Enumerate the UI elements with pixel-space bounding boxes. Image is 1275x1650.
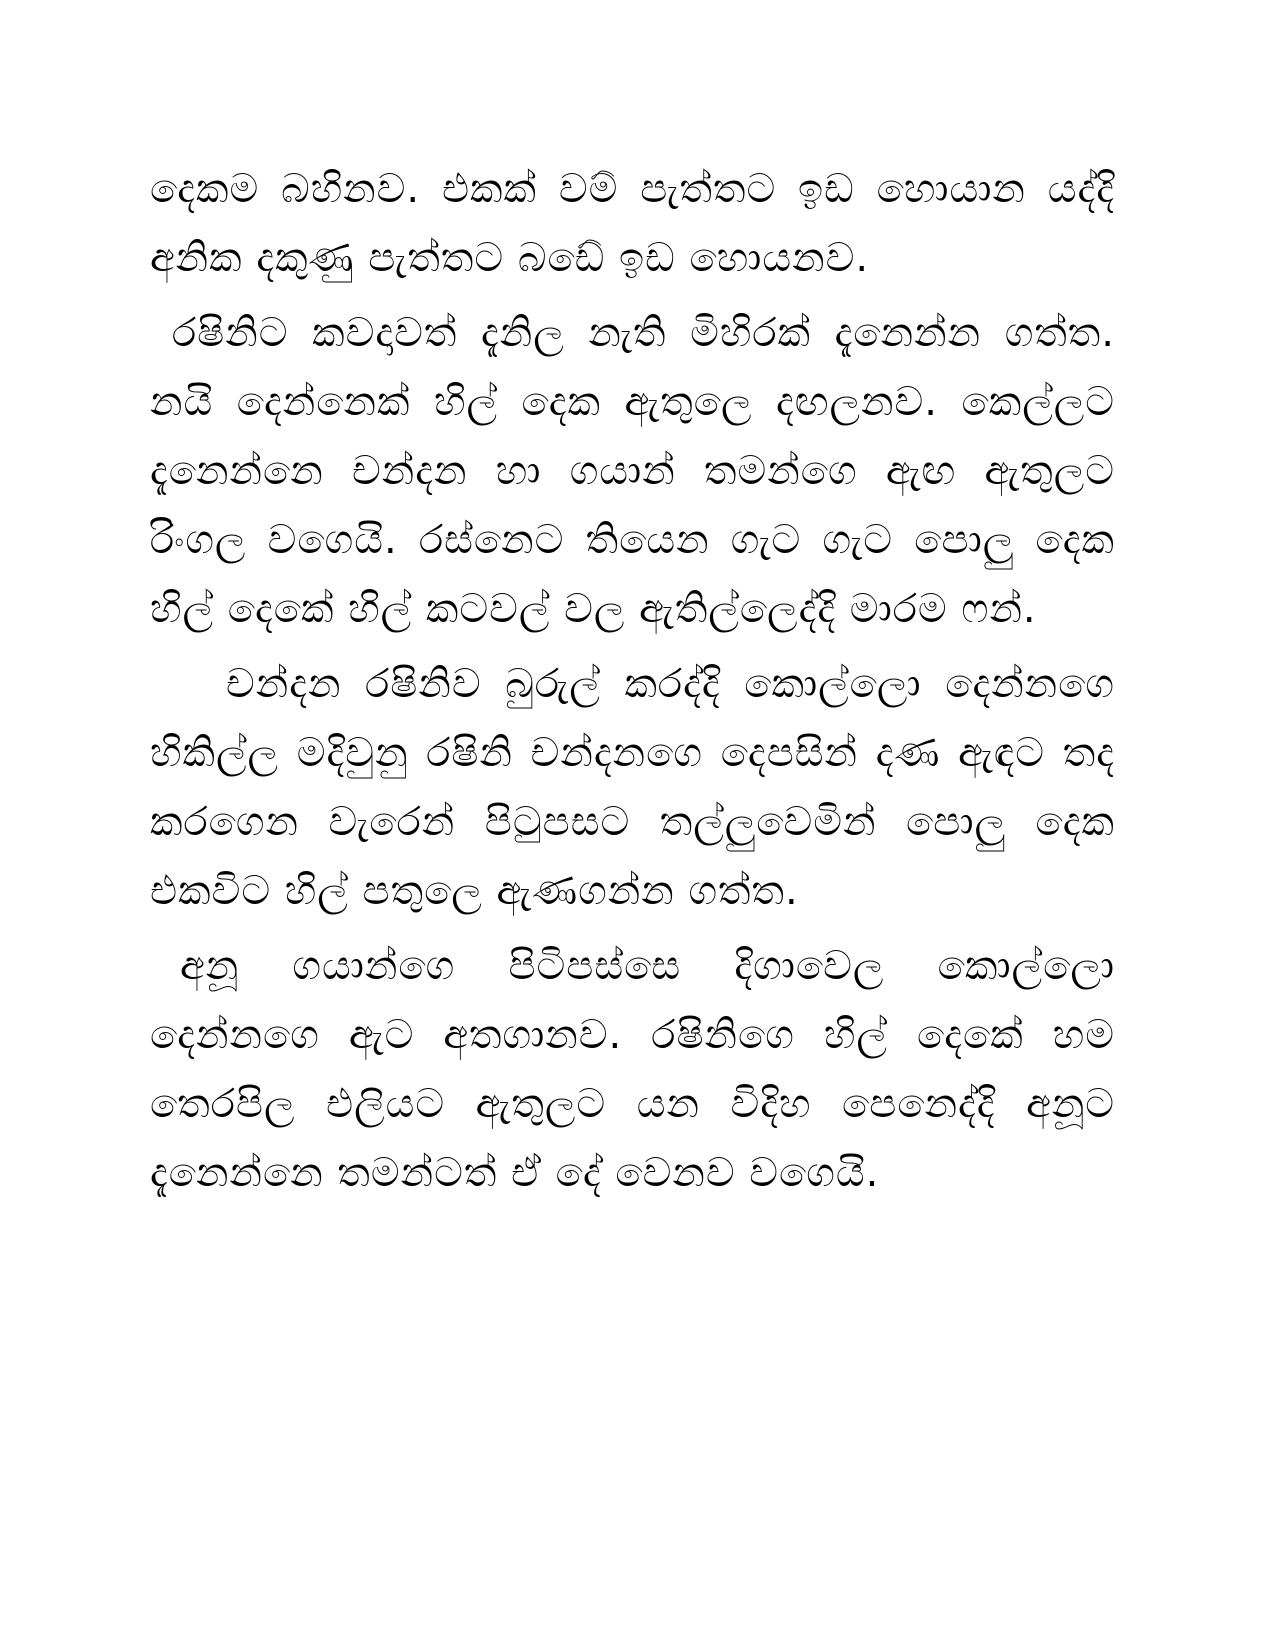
paragraph-2: රෂිනිට කවදාවත් දැනිල නැති මිහිරක් දැනෙන්න ගත්ත. නයි දෙන්නෙක් හිල් දෙක ඇතුලෙ දඟලනව. කෙල්ලට දැනෙන්නෙ චන්දන හා ගයාන් තමන්ගෙ ඇඟ ඇතුලට රිංගල වගෙයි. රස්නෙට තියෙන ගැට ගැට පොලු දෙක හිල් දෙකේ හිල් කටවල් වල ඇතිල්ලෙද්දි මාරම ෆන්.: [150, 310, 1115, 632]
paragraph-1: දෙකම බහිනව. එකක් වම් පැත්තට ඉඩ හොයාන යද්දි අනික දකුණු පැත්තට බඩේ ඉඩ හොයනව.: [150, 166, 1115, 281]
paragraph-3: චන්දන රෂිනිව බුරුල් කරද්දි කොල්ලො දෙන්නගෙ හිකිල්ල මදිවුනු රෂිනි චන්දනගෙ දෙපසින් දණ ඇඳට තද කරගෙන වැරෙන් පිටුපසට තල්ලුවෙමින් පොලු දෙක එකවිට හිල් පතුලෙ ඇණගන්න ගත්ත.: [150, 661, 1115, 914]
paragraph-4: අනූ ගයාන්ගෙ පිටිපස්සෙ දිගාවෙල කොල්ලො දෙන්නගෙ ඇට අතගානව. රෂිනිගෙ හිල් දෙකේ හම තෙරපිල එලියට ඇතුලට යන විදිහ පෙනෙද්දි අනූට දැනෙන්නෙ තමන්ටත් ඒ දේ වෙනව වගෙයි.: [150, 943, 1115, 1196]
body-text: [150, 155, 1115, 1208]
